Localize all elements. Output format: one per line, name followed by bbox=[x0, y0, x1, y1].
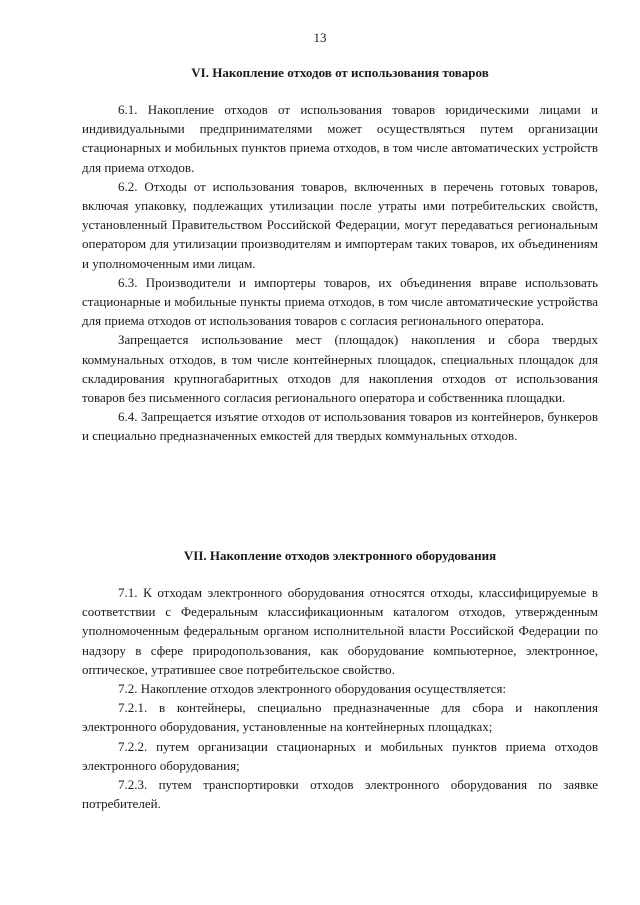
section-7-title: VII. Накопление отходов электронного оборудования bbox=[183, 548, 497, 563]
paragraph-7-2-2: 7.2.2. путем организации стационарных и мобильных пунктов приема отходов электронного оборудования; bbox=[82, 738, 598, 773]
paragraph-7-1: 7.1. К отходам электронного оборудования относятся отходы, классифицируемые в соответствии с Федеральным классификационным каталогом отходов, утвержденным уполномоченным федеральным органом исполнительной власти Российской Федерации по надзору в сфере природопользования, как оборудование компьютерное, электронное, оптическое, утратившее свое потребительское свойство. bbox=[82, 585, 598, 677]
paragraph-7-2-1: 7.2.1. в контейнеры, специально предназначенные для сбора и накопления электронного оборудования, установленные на контейнерных площадках; bbox=[82, 700, 598, 735]
paragraph-6-1: 6.1. Накопление отходов от использования товаров юридическими лицами и индивидуальными предпринимателями может осуществляться путем организации стационарных и мобильных пунктов приема отходов, в том числе автоматических устройств для приема отходов. bbox=[82, 102, 598, 175]
paragraph-7-2-3: 7.2.3. путем транспортировки отходов электронного оборудования по заявке потребителей. bbox=[82, 777, 598, 812]
section-7-body bbox=[82, 583, 598, 813]
section-6-body bbox=[82, 100, 598, 446]
paragraph-6-4: 6.4. Запрещается изъятие отходов от использования товаров из контейнеров, бункеров и специально предназначенных емкостей для твердых коммунальных отходов. bbox=[82, 409, 598, 444]
section-6-title: VI. Накопление отходов от использования товаров bbox=[191, 65, 489, 80]
paragraph-6-2: 6.2. Отходы от использования товаров, включенных в перечень готовых товаров, включая упаковку, подлежащих утилизации после утраты ими потребительских свойств, установленный Правительством Российской Федерации, могут передаваться региональным оператором для утилизации производителям и импортерам таких товаров, их объединениям и уполномоченным ими лицам. bbox=[82, 178, 598, 271]
paragraph-6-3: 6.3. Производители и импортеры товаров, их объединения вправе использовать стационарные и мобильные пункты приема отходов, в том числе автоматические устройства для приема отходов от использования товаров с согласия регионального оператора. bbox=[82, 274, 598, 329]
paragraph-7-2: 7.2. Накопление отходов электронного оборудования осуществляется: bbox=[118, 681, 507, 697]
paragraph-6-3-prohibition: Запрещается использование мест (площадок) накопления и сбора твердых коммунальных отходов, в том числе контейнерных площадок, специальных площадок для складирования крупногабаритных отходов для накопления отходов от использования товаров без письменного согласия регионального оператора и собственника площадки. bbox=[82, 332, 598, 406]
page-number: 13 bbox=[313, 30, 327, 45]
